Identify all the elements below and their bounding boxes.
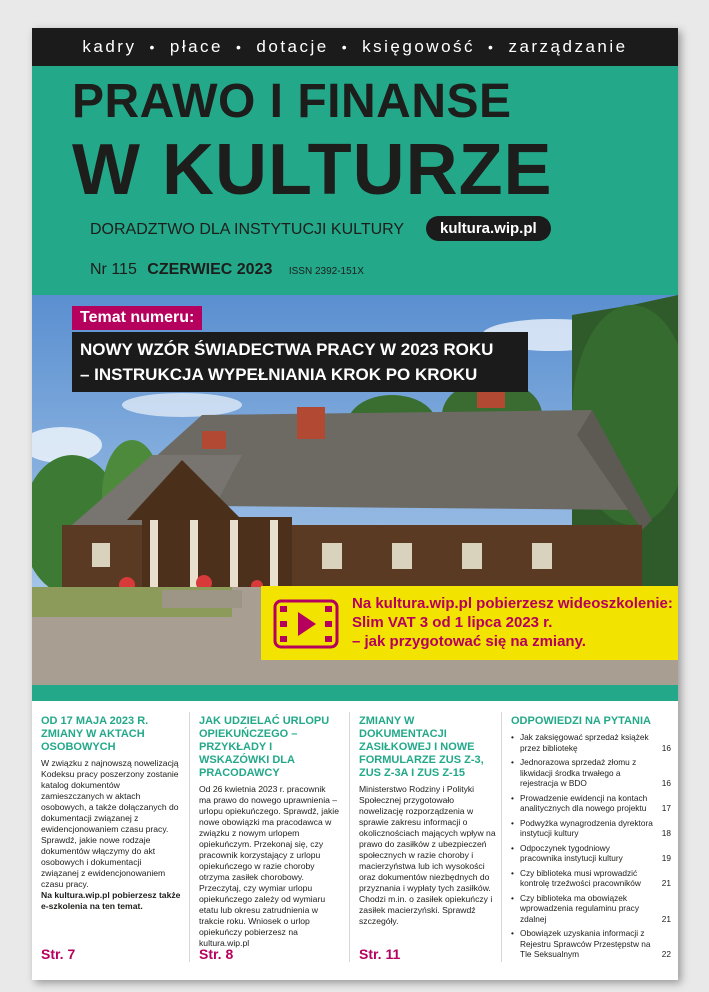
article-dokumentacja-zasilkowa — [359, 715, 499, 927]
issue-number: Nr 115 — [90, 261, 137, 278]
bullet-icon: • — [511, 928, 514, 938]
feature-label: Temat numeru: — [72, 306, 202, 330]
topic-separator: • — [488, 39, 496, 55]
qa-item[interactable]: • Prowadzenie ewidencji na kontach analitycznych dla nowego projektu 17 — [511, 792, 671, 813]
bullet-icon: • — [511, 757, 514, 767]
issn: ISSN 2392-151X — [288, 266, 364, 277]
bullet-icon: • — [511, 732, 514, 742]
article-title: OD 17 MAJA 2023 R. ZMIANY W AKTACH OSOBOWYCH — [41, 715, 149, 753]
article-akta-osobowe — [41, 715, 181, 912]
article-body: Od 26 kwietnia 2023 r. pracownik ma prawo do nowego uprawnienia – urlopu opiekuńczego. Sprawdź, jakie nowe obowiązki ma pracodawca w związku z nowym urlopem opiekuńczym. Przekonaj się, czy pracownik korzystający z urlopu opiekuńczego w razie choroby otrzyma zasiłek chorobowy. Przeczytaj, czy wymiar urlopu opiekuńczego zależy od wymiaru etatu lub okresu zatrudnienia w trakcie roku. Wniosek o urlop opiekuńczy pobierzesz na kultura.wip.pl — [199, 784, 339, 948]
qa-page: 16 — [661, 742, 671, 753]
article-page-ref[interactable]: Str. 11 — [359, 946, 401, 962]
bullet-icon: • — [511, 867, 514, 878]
topic-bar — [32, 28, 678, 66]
article-more: Na kultura.wip.pl pobierzesz także e-szkolenia na ten temat. — [41, 890, 181, 911]
qa-section — [511, 715, 671, 964]
qa-page: 18 — [661, 828, 671, 838]
qa-title: ODPOWIEDZI NA PYTANIA — [511, 715, 651, 727]
feature-headline — [72, 332, 528, 392]
issue-info — [90, 261, 364, 279]
topic-separator: • — [149, 39, 157, 55]
qa-item[interactable]: • Odpoczynek tygodniowy pracownika instytucji kultury 19 — [511, 842, 671, 863]
topic-separator: • — [236, 39, 244, 55]
issue-month: CZERWIEC 2023 — [147, 261, 273, 278]
article-body: W związku z najnowszą nowelizacją Kodeksu pracy poszerzony zostanie katalog dokumentów zamieszczanych w aktach osobowych, a także dołączanych do dokumentacji związanej z ewidencjonowaniem czasu pracy. Sprawdź, jakie nowe rodzaje dokumentów włączymy do akt osobowych i dokumentacji związanej z ewidencjonowaniem czasu pracy. — [41, 758, 179, 889]
qa-item[interactable]: • Czy biblioteka ma obowiązek wprowadzenia regulaminu pracy zdalnej 21 — [511, 892, 671, 924]
qa-list — [511, 732, 671, 960]
column-divider — [189, 712, 190, 962]
qa-item[interactable]: • Czy biblioteka musi wprowadzić kontrolę trzeźwości pracowników 21 — [511, 867, 671, 888]
topic-ksiegowosc: księgowość — [362, 37, 476, 56]
video-text-line3: – jak przygotować się na zmiany. — [352, 633, 586, 650]
topic-zarzadzanie: zarządzanie — [508, 37, 628, 56]
feature-headline-line2: – INSTRUKCJA WYPEŁNIANIA KROK PO KROKU — [80, 365, 478, 384]
qa-item[interactable]: • Jednorazowa sprzedaż złomu z likwidacji środka trwałego a rejestracja w BDO 16 — [511, 757, 671, 788]
magazine-subtitle: DORADZTWO DLA INSTYTUCJI KULTURY — [90, 221, 405, 238]
qa-page: 17 — [661, 803, 671, 813]
website-link[interactable]: kultura.wip.pl — [426, 216, 551, 241]
bullet-icon: • — [511, 792, 514, 803]
column-divider — [349, 712, 350, 962]
magazine-title-line1: PRAWO I FINANSE — [72, 75, 512, 128]
qa-page: 21 — [661, 878, 671, 888]
magazine-title-line2: W KULTURZE — [72, 130, 553, 210]
topic-place: płace — [169, 37, 224, 56]
qa-page: 16 — [661, 778, 671, 788]
video-training-banner[interactable] — [261, 586, 678, 660]
bullet-icon: • — [511, 892, 514, 903]
video-text — [352, 594, 673, 651]
qa-page: 22 — [661, 949, 671, 959]
qa-item[interactable]: • Obowiązek uzyskania informacji z Rejestru Sprawców Przestępstw na Tle Seksualnym 22 — [511, 928, 671, 959]
video-text-line2: Slim VAT 3 od 1 lipca 2023 r. — [352, 614, 553, 631]
article-body: Ministerstwo Rodziny i Polityki Społecznej przygotowało nowelizację rozporządzenia w sprawie zakresu informacji o okolicznościach mających wpływ na prawo do zasiłków z ubezpieczeń społecznych w razie choroby i macierzyństwa lub ich wysokości oraz dokumentów niezbędnych do przyznania i wypłaty tych zasiłków. Chodzi m.in. o zasiłek opiekuńczy i zasiłek macierzyński. Sprawdź szczegóły. — [359, 784, 496, 926]
column-divider — [501, 712, 502, 962]
qa-page: 21 — [661, 913, 671, 924]
qa-page: 19 — [661, 853, 671, 863]
bullet-icon: • — [511, 817, 514, 828]
feature-headline-line1: NOWY WZÓR ŚWIADECTWA PRACY W 2023 ROKU — [80, 340, 494, 359]
topic-kadry: kadry — [82, 37, 137, 56]
video-text-line1: Na kultura.wip.pl pobierzesz wideoszkolenie: — [352, 595, 673, 612]
video-film-icon — [273, 599, 339, 654]
topic-separator: • — [341, 39, 350, 55]
article-urlop-opiekunczy — [199, 715, 339, 949]
topic-dotacje: dotacje — [256, 37, 329, 56]
qa-item[interactable]: • Jak zaksięgować sprzedaż książek przez bibliotekę 16 — [511, 732, 671, 753]
qa-item[interactable]: • Podwyżka wynagrodzenia dyrektora instytucji kultury 18 — [511, 817, 671, 838]
magazine-cover — [32, 28, 678, 980]
article-title: ZMIANY W DOKUMENTACJI ZASIŁKOWEJ I NOWE FORMULARZE ZUS Z-3, ZUS Z-3A I ZUS Z-15 — [359, 715, 484, 779]
article-page-ref[interactable]: Str. 8 — [199, 946, 234, 962]
bullet-icon: • — [511, 842, 514, 853]
article-title: JAK UDZIELAĆ URLOPU OPIEKUŃCZEGO – PRZYKŁADY I WSKAZÓWKI DLA PRACODAWCY — [199, 715, 330, 779]
article-page-ref[interactable]: Str. 7 — [41, 946, 76, 962]
divider-band — [32, 685, 678, 701]
